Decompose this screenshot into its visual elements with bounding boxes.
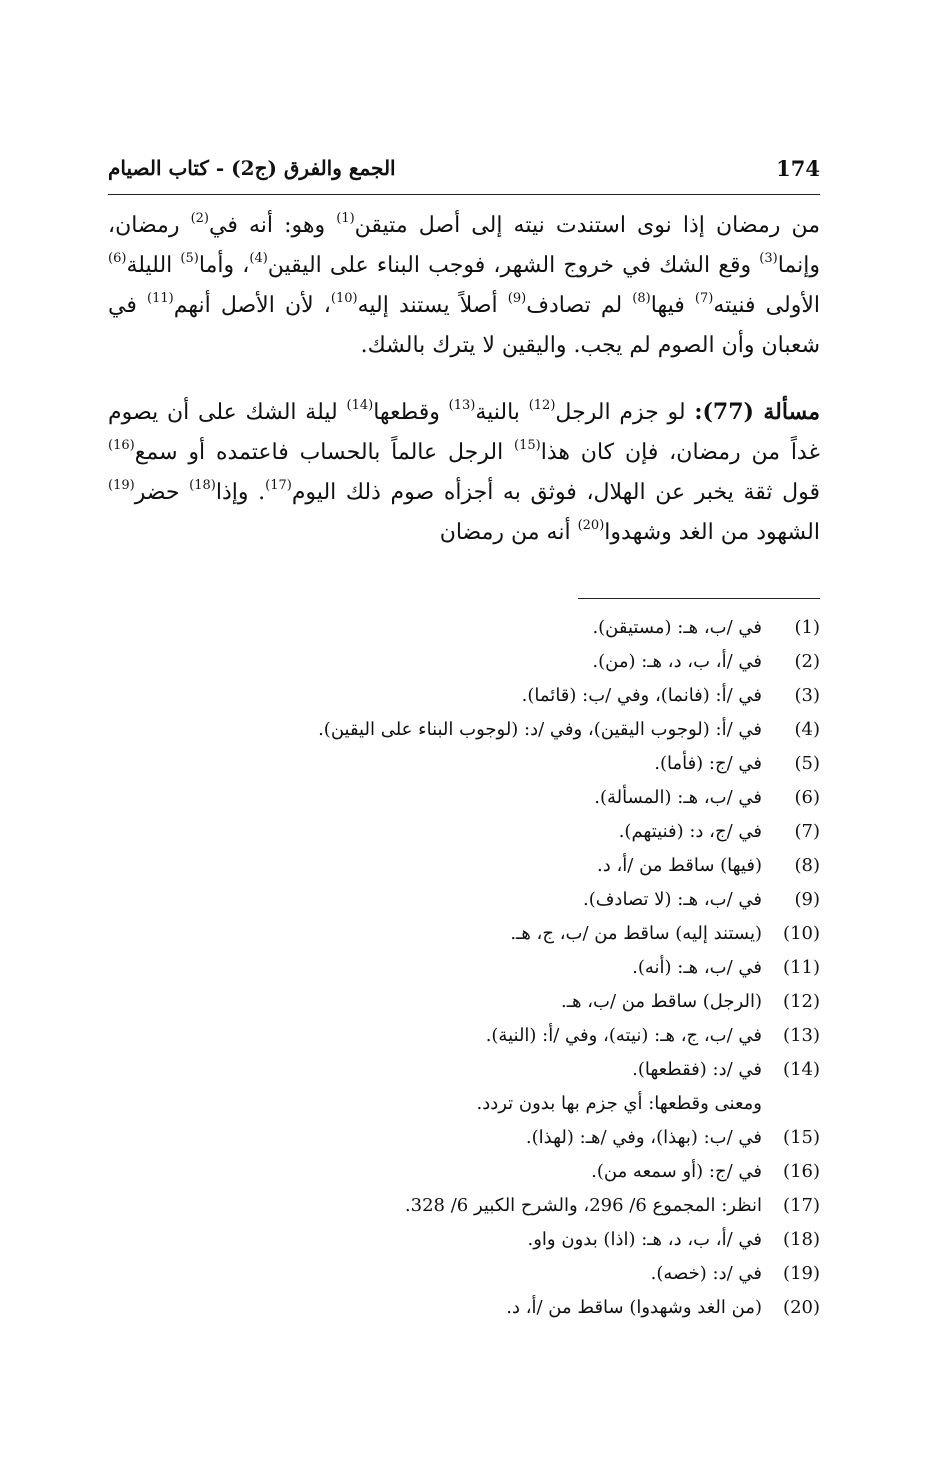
footnote-ref: (9): [507, 291, 527, 306]
footnote-ref: (8): [632, 291, 651, 306]
text-segment: . وإذا: [215, 480, 266, 505]
footnote-item: [108, 746, 820, 780]
footnote-item: [108, 848, 820, 882]
text-segment: لو جزم الرجل: [555, 400, 695, 425]
footnote-number: (19): [783, 1262, 820, 1284]
text-segment: من رمضان إذا نوى استندت نيته إلى أصل متيقن: [354, 213, 820, 238]
footnote-item: [108, 780, 820, 814]
text-segment: وقع الشك في خروج الشهر، فوجب البناء على اليقين: [267, 253, 760, 278]
footnotes-divider: [578, 598, 820, 599]
text-segment: الشهود من الغد وشهدوا: [604, 520, 820, 545]
footnote-ref: (17): [265, 478, 292, 493]
footnote-ref: (19): [108, 478, 135, 493]
footnote-number: (6): [794, 786, 820, 808]
footnote-number: (2): [794, 650, 820, 672]
header-divider: [108, 194, 820, 195]
footnote-ref: (1): [336, 211, 355, 226]
footnote-number: (11): [783, 956, 820, 978]
footnote-number: (13): [783, 1024, 820, 1046]
page-header: [108, 150, 820, 190]
footnote-text: (الرجل) ساقط من /ب، هـ.: [560, 990, 762, 1012]
footnote-number: (14): [783, 1058, 820, 1080]
footnote-text: في /ب، هـ: (لا تصادف).: [583, 888, 762, 910]
footnote-number: (3): [794, 684, 820, 706]
footnote-item: [108, 678, 820, 712]
text-segment: الأولى فنيته: [713, 293, 820, 318]
running-title: الجمع والفرق (ج2) - كتاب الصيام: [108, 156, 396, 180]
paragraph-issue-77: [108, 392, 820, 553]
footnote-item: [108, 1120, 820, 1154]
text-segment: أصلاً يستند إليه: [357, 293, 508, 318]
footnote-ref: (3): [759, 251, 778, 266]
text-segment: وقطعها: [373, 400, 449, 425]
footnote-number: (18): [783, 1228, 820, 1250]
text-segment: وهو: أنه في: [209, 213, 337, 238]
footnote-ref: (14): [346, 398, 374, 413]
footnote-item: [108, 950, 820, 984]
footnote-number: (8): [794, 854, 820, 876]
footnote-text: في /د: (فقطعها).: [632, 1058, 762, 1080]
text-segment: ، وأما: [198, 253, 250, 278]
footnote-item: [108, 1018, 820, 1052]
footnote-item: [108, 1188, 820, 1222]
text-segment: ليلة الشك على أن يصوم غداً من رمضان، فإن كان هذا: [108, 400, 820, 465]
footnote-text: (فيها) ساقط من /أ، د.: [597, 854, 762, 876]
footnote-item: [108, 610, 820, 644]
footnote-item: [108, 984, 820, 1018]
footnote-ref: (4): [249, 251, 268, 266]
footnote-ref: (11): [146, 291, 174, 306]
text-segment: الرجل عالماً بالحساب فاعتمده أو سمع: [134, 440, 515, 465]
footnote-text: (من الغد وشهدوا) ساقط من /أ، د.: [506, 1296, 762, 1318]
footnotes: [108, 610, 820, 1324]
footnote-ref: (10): [330, 291, 358, 306]
footnote-text: في /ج: (أو سمعه من).: [591, 1160, 762, 1182]
footnote-text: انظر: المجموع 6/ 296، والشرح الكبير 6/ 328.: [404, 1194, 762, 1216]
footnote-ref: (16): [108, 438, 135, 453]
footnote-text: في /د: (خصه).: [650, 1262, 762, 1284]
footnote-ref: (5): [180, 251, 199, 266]
footnote-text: في /ج: (فأما).: [654, 752, 762, 774]
footnote-text: (يستند إليه) ساقط من /ب، ج، هـ.: [510, 922, 762, 944]
footnote-ref: (13): [448, 398, 476, 413]
footnote-item: [108, 916, 820, 950]
footnote-ref: (18): [189, 478, 216, 493]
text-segment: في شعبان وأن الصوم لم يجب. واليقين لا يترك بالشك.: [108, 293, 820, 358]
footnote-text: في /أ: (فانما)، وفي /ب: (قائما).: [521, 684, 762, 706]
text-segment: ، لأن الأصل أنهم: [173, 293, 331, 318]
main-text: [108, 206, 820, 553]
footnote-text: في /ج، د: (فنيتهم).: [618, 820, 762, 842]
footnote-ref: (7): [694, 291, 714, 306]
footnote-ref: (20): [577, 518, 605, 533]
text-segment: رمضان، وإنما: [108, 213, 820, 278]
footnote-item: [108, 1052, 820, 1086]
footnote-text: في /أ، ب، د، هـ: (من).: [592, 650, 762, 672]
footnote-text: في /ب: (بهذا)، وفي /هـ: (لهذا).: [525, 1126, 762, 1148]
footnote-number: (20): [783, 1296, 820, 1318]
footnote-item: [108, 1154, 820, 1188]
text-segment: فيها: [650, 293, 695, 318]
footnote-continuation: ومعنى وقطعها: أي جزم بها بدون تردد.: [476, 1092, 762, 1114]
issue-label: مسألة (77):: [694, 399, 820, 425]
text-segment: أنه من رمضان: [439, 520, 578, 545]
footnote-number: (9): [794, 888, 820, 910]
footnote-text: في /أ: (لوجوب اليقين)، وفي /د: (لوجوب البناء على اليقين).: [318, 718, 762, 740]
footnote-item: [108, 1222, 820, 1256]
footnote-number: (16): [783, 1160, 820, 1182]
text-segment: قول ثقة يخبر عن الهلال، فوثق به أجزأه صوم ذلك اليوم: [291, 480, 820, 505]
footnote-number: (10): [783, 922, 820, 944]
footnote-item: [108, 1256, 820, 1290]
text-segment: بالنية: [475, 400, 529, 425]
footnote-text: في /ب، ج، هـ: (نيته)، وفي /أ: (النية).: [485, 1024, 762, 1046]
text-segment: الليلة: [126, 253, 181, 278]
footnote-number: (7): [794, 820, 820, 842]
footnote-text: في /أ، ب، د، هـ: (اذا) بدون واو.: [527, 1228, 762, 1250]
text-segment: حضر: [134, 480, 190, 505]
footnote-item: [108, 882, 820, 916]
footnote-item: [108, 712, 820, 746]
footnote-number: (17): [783, 1194, 820, 1216]
footnote-ref: (12): [528, 398, 556, 413]
paragraph-1: [108, 206, 820, 366]
footnote-number: (1): [794, 616, 820, 638]
footnote-number: (15): [783, 1126, 820, 1148]
footnote-item: [108, 644, 820, 678]
footnote-item: [108, 814, 820, 848]
footnote-text: في /ب، هـ: (مستيقن).: [592, 616, 762, 638]
footnote-item: [108, 1290, 820, 1324]
text-segment: لم تصادف: [526, 293, 633, 318]
footnote-ref: (15): [514, 438, 541, 453]
footnote-number: (4): [794, 718, 820, 740]
footnote-ref: (2): [190, 211, 209, 226]
footnote-number: (12): [783, 990, 820, 1012]
footnote-text: في /ب، هـ: (المسألة).: [594, 786, 762, 808]
footnote-ref: (6): [108, 251, 127, 266]
footnote-number: (5): [794, 752, 820, 774]
page-number: 174: [776, 156, 820, 181]
footnote-text: في /ب، هـ: (أنه).: [632, 956, 762, 978]
